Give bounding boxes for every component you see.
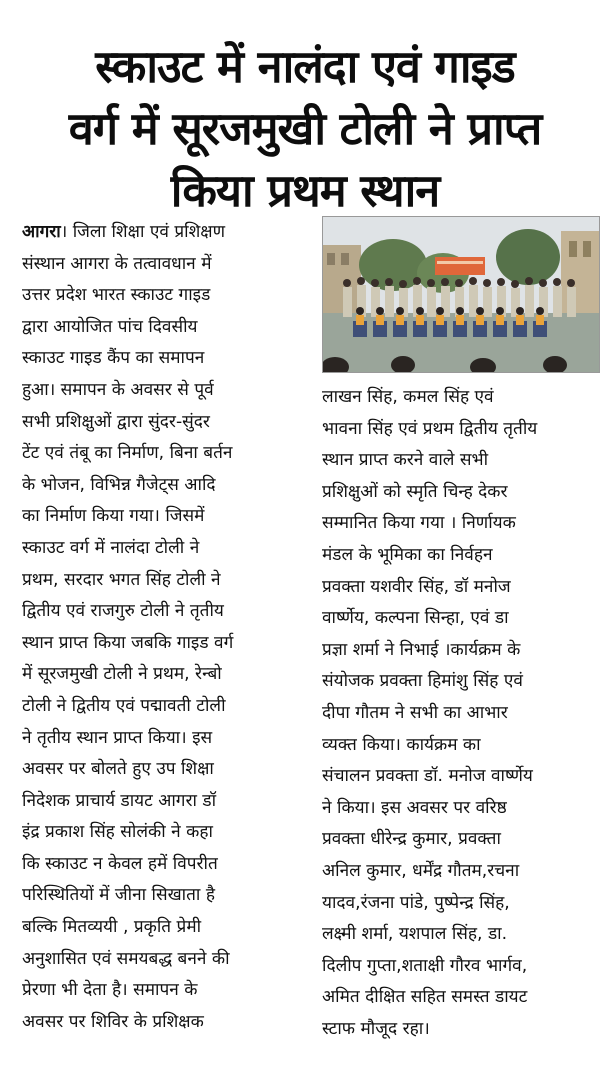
column-line: दीपा गौतम ने सभी का आभार bbox=[322, 702, 508, 723]
column-line: अवसर पर बोलते हुए उप शिक्षा bbox=[22, 759, 214, 780]
column-line: अनिल कुमार, धर्मेंद्र गौतम,रचना bbox=[322, 860, 520, 881]
column-line: बल्कि मितव्ययी , प्रकृति प्रेमी bbox=[22, 917, 202, 938]
column-line: अमित दीक्षित सहित समस्त डायट bbox=[322, 987, 528, 1008]
group-photo-image bbox=[322, 216, 600, 373]
dateline: आगरा bbox=[22, 222, 61, 242]
column-line: के भोजन, विभिन्न गैजेट्स आदि bbox=[22, 474, 216, 495]
column-line: प्रज्ञा शर्मा ने निभाई ।कार्यक्रम के bbox=[322, 639, 521, 660]
column-line: प्रवक्ता यशवीर सिंह, डॉ मनोज bbox=[322, 576, 511, 597]
article-column-left bbox=[22, 217, 298, 1038]
column-line: वार्ष्णेय, कल्पना सिन्हा, एवं डा bbox=[322, 608, 509, 629]
column-line: कि स्काउट न केवल हमें विपरीत bbox=[22, 853, 218, 874]
column-line: ने तृतीय स्थान प्राप्त किया। इस bbox=[22, 727, 213, 748]
column-line: प्रेरणा भी देता है। समापन के bbox=[22, 980, 198, 1001]
column-line: उत्तर प्रदेश भारत स्काउट गाइड bbox=[22, 285, 211, 306]
column-line: स्टाफ मौजूद रहा। bbox=[322, 1018, 430, 1039]
column-line: स्काउट गाइड कैंप का समापन bbox=[22, 348, 205, 369]
column-line-text: । जिला शिक्षा एवं प्रशिक्षण bbox=[60, 222, 226, 242]
column-line: निदेशक प्राचार्य डायट आगरा डॉ bbox=[22, 790, 217, 811]
column-line: यादव,रंजना पांडे, पुष्पेन्द्र सिंह, bbox=[322, 892, 510, 913]
article-column-right bbox=[322, 382, 598, 1045]
column-line: अनुशासित एवं समयबद्ध बनने की bbox=[22, 948, 230, 969]
column-line: टेंट एवं तंबू का निर्माण, बिना बर्तन bbox=[22, 443, 233, 464]
headline-line-1: स्काउट में नालंदा एवं गाइड bbox=[95, 40, 515, 94]
photo-illustration bbox=[323, 217, 599, 372]
column-line: अवसर पर शिविर के प्रशिक्षक bbox=[22, 1011, 204, 1032]
column-line: दिलीप गुप्ता,शताक्षी गौरव भार्गव, bbox=[322, 955, 528, 976]
column-line bbox=[22, 217, 298, 249]
headline-line-3: किया प्रथम स्थान bbox=[170, 164, 440, 218]
column-line: द्वारा आयोजित पांच दिवसीय bbox=[22, 316, 198, 337]
column-line: व्यक्त किया। कार्यक्रम का bbox=[322, 734, 481, 755]
column-line: परिस्थितियों में जीना सिखाता है bbox=[22, 885, 215, 906]
column-line: प्रवक्ता धीरेन्द्र कुमार, प्रवक्ता bbox=[322, 829, 501, 850]
column-line: सभी प्रशिक्षुओं द्वारा सुंदर-सुंदर bbox=[22, 411, 210, 432]
column-line: सम्मानित किया गया । निर्णायक bbox=[322, 513, 516, 534]
column-line: संचालन प्रवक्ता डॉ. मनोज वार्ष्णेय bbox=[322, 766, 533, 787]
column-line: स्काउट वर्ग में नालंदा टोली ने bbox=[22, 537, 200, 558]
column-line: में सूरजमुखी टोली ने प्रथम, रेन्बो bbox=[22, 664, 222, 685]
column-line: संस्थान आगरा के तत्वावधान में bbox=[22, 253, 212, 274]
column-line: लक्ष्मी शर्मा, यशपाल सिंह, डा. bbox=[322, 924, 508, 945]
column-line: प्रशिक्षुओं को स्मृति चिन्ह देकर bbox=[322, 481, 508, 502]
column-line: ने किया। इस अवसर पर वरिष्ठ bbox=[322, 797, 507, 818]
column-line: स्थान प्राप्त करने वाले सभी bbox=[322, 450, 489, 471]
column-line: स्थान प्राप्त किया जबकि गाइड वर्ग bbox=[22, 632, 234, 653]
column-line: इंद्र प्रकाश सिंह सोलंकी ने कहा bbox=[22, 822, 213, 843]
article-headline bbox=[0, 36, 610, 222]
column-line: हुआ। समापन के अवसर से पूर्व bbox=[22, 379, 214, 400]
column-line: लाखन सिंह, कमल सिंह एवं bbox=[322, 387, 494, 407]
column-line: भावना सिंह एवं प्रथम द्वितीय तृतीय bbox=[322, 418, 538, 439]
headline-line-2: वर्ग में सूरजमुखी टोली ने प्राप्त bbox=[68, 102, 542, 156]
column-line: मंडल के भूमिका का निर्वहन bbox=[322, 544, 493, 565]
column-line: द्वितीय एवं राजगुरु टोली ने तृतीय bbox=[22, 601, 224, 622]
column-line: संयोजक प्रवक्ता हिमांशु सिंह एवं bbox=[322, 671, 523, 692]
column-line: टोली ने द्वितीय एवं पद्मावती टोली bbox=[22, 695, 226, 716]
column-line: प्रथम, सरदार भगत सिंह टोली ने bbox=[22, 569, 221, 590]
column-line: का निर्माण किया गया। जिसमें bbox=[22, 506, 205, 527]
